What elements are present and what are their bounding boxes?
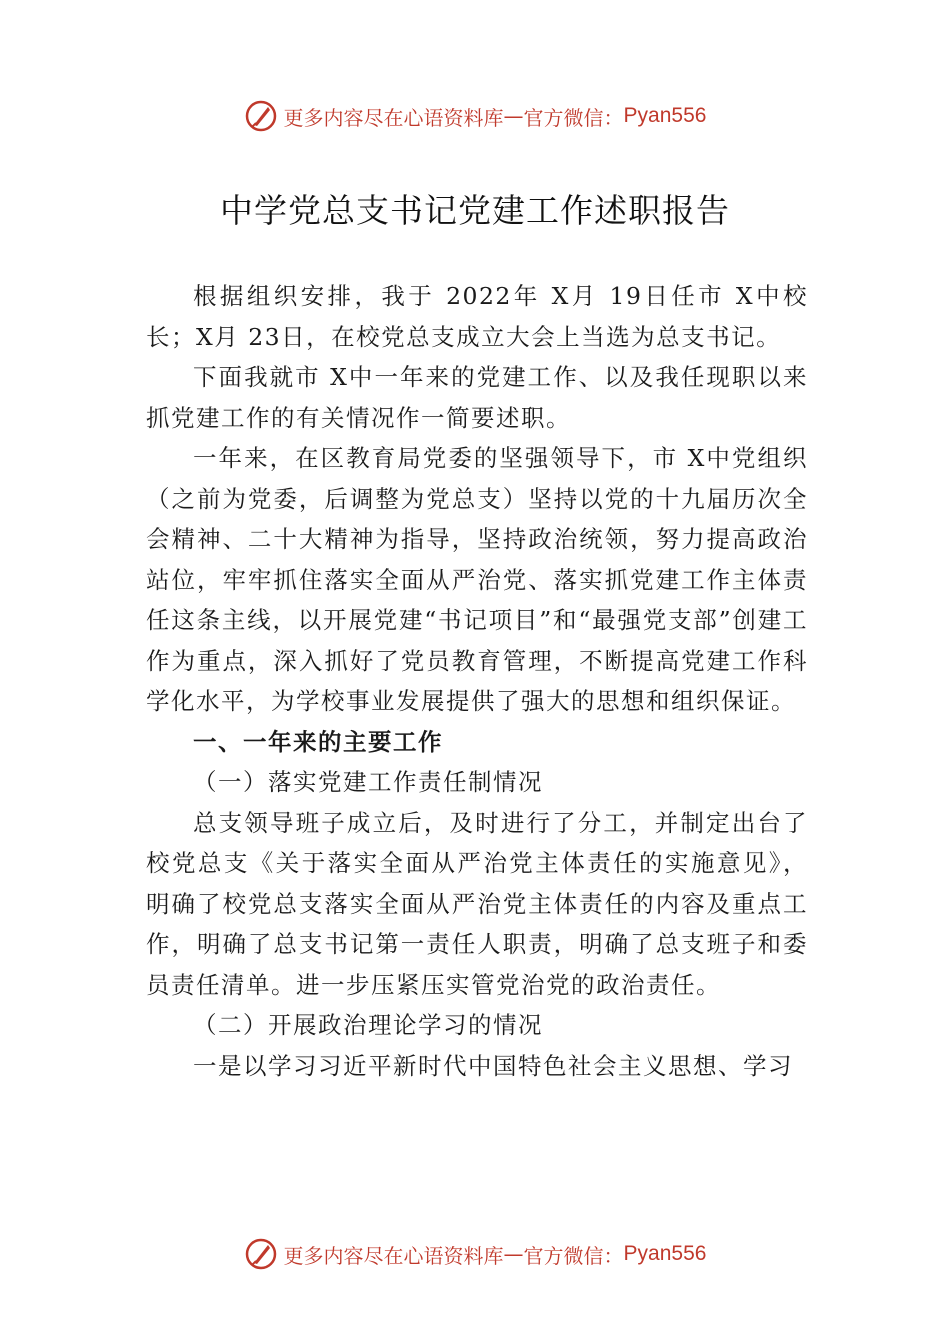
quill-logo-icon xyxy=(244,1237,278,1271)
watermark-separator: — xyxy=(503,1242,524,1266)
watermark-separator: — xyxy=(503,104,524,128)
body-paragraph: 根据组织安排，我于 2022年 X月 19日任市 X中校长；X月 23日，在校党总支成立大会上当选为总支书记。 xyxy=(146,282,808,351)
subsection-heading: （二）开展政治理论学习的情况 xyxy=(193,1011,543,1039)
watermark-wechat-label: 官方微信： xyxy=(523,105,624,130)
body-paragraph: 一是以学习习近平新时代中国特色社会主义思想、学习 xyxy=(193,1051,793,1080)
body-paragraph: 下面我就市 X中一年来的党建工作、以及我任现职以来抓党建工作的有关情况作一简要述职。 xyxy=(146,363,808,432)
watermark-banner-bottom xyxy=(0,1234,950,1274)
watermark-wechat-id: Pyan556 xyxy=(623,104,707,127)
quill-logo-icon xyxy=(244,99,278,133)
document-title: 中学党总支书记党建工作述职报告 xyxy=(220,191,730,230)
watermark-banner-top xyxy=(0,96,950,136)
body-paragraph: 总支领导班子成立后，及时进行了分工，并制定出台了校党总支《关于落实全面从严治党主体责任的实施意见》，明确了校党总支落实全面从严治党主体责任的内容及重点工作，明确了总支书记第一责任人职责，明确了总支班子和委员责任清单。进一步压紧压实管党治党的政治责任。 xyxy=(146,808,808,999)
watermark-brand: 更多内容尽在心语资料库 xyxy=(283,105,504,130)
document-body xyxy=(146,276,808,1086)
section-heading: 一、一年来的主要工作 xyxy=(193,727,443,756)
watermark-wechat-id: Pyan556 xyxy=(623,1242,707,1265)
subsection-heading: （一）落实党建工作责任制情况 xyxy=(193,768,543,796)
watermark-brand: 更多内容尽在心语资料库 xyxy=(283,1243,504,1268)
body-paragraph: 一年来，在区教育局党委的坚强领导下，市 X中党组织（之前为党委，后调整为党总支）坚持以党的十九届历次全会精神、二十大精神为指导，坚持政治统领，努力提高政治站位，牢牢抓住落实全面从严治党、落实抓党建工作主体责任这条主线，以开展党建“书记项目”和“最强党支部”创建工作为重点，深入抓好了党员教育管理，不断提高党建工作科学化水平，为学校事业发展提供了强大的思想和组织保证。 xyxy=(146,444,808,715)
watermark-wechat-label: 官方微信： xyxy=(523,1243,624,1268)
